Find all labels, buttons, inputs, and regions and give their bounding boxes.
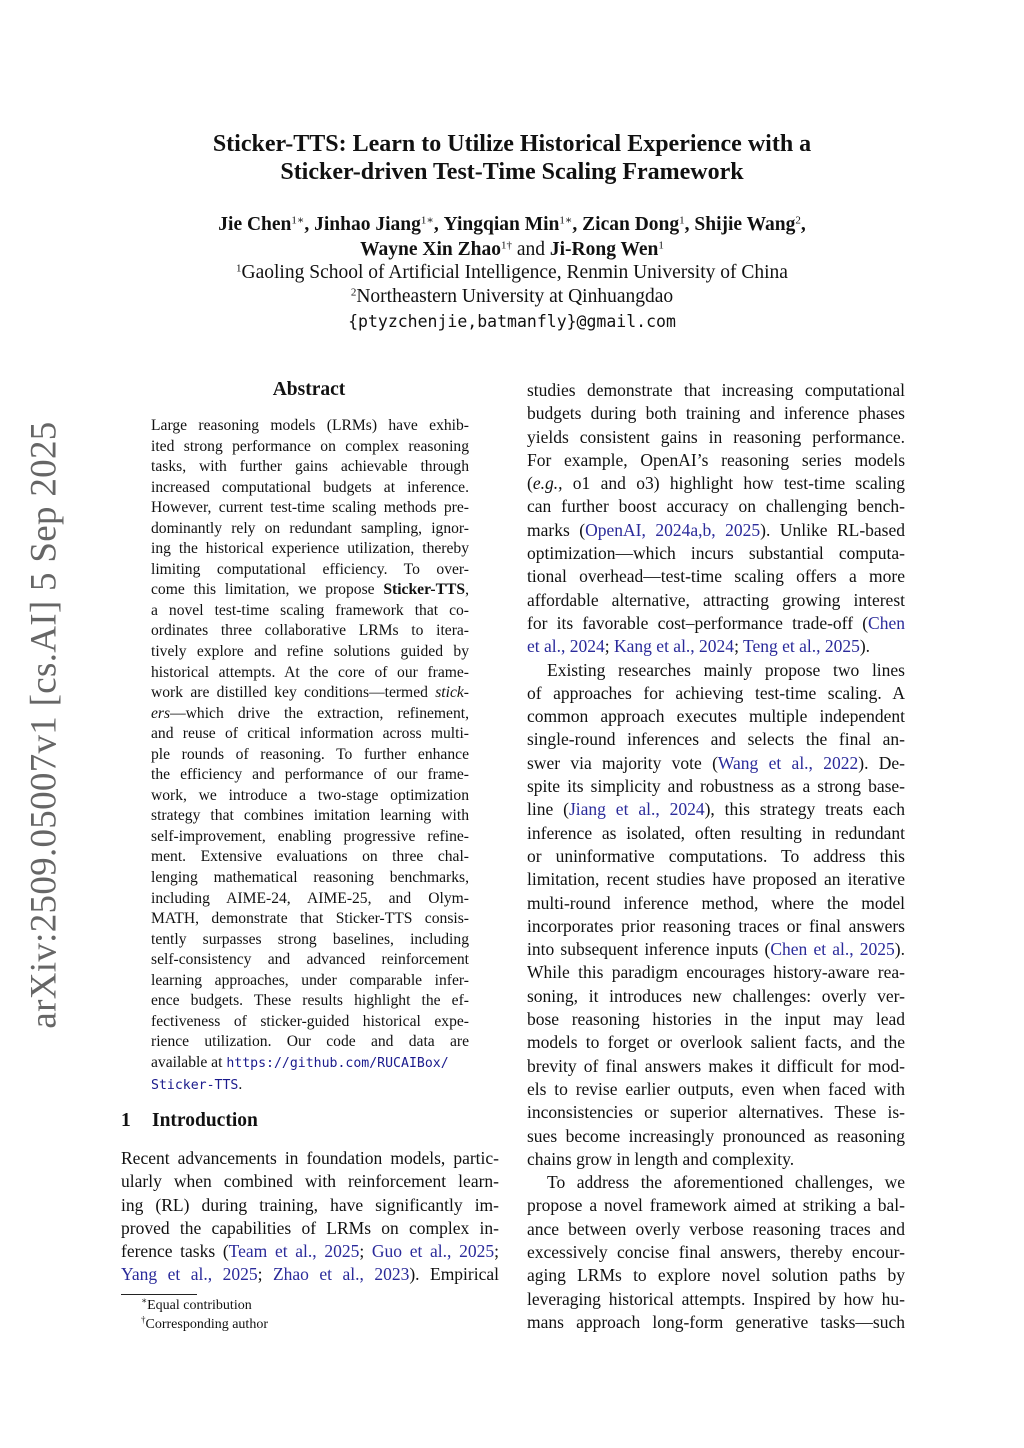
body-fragment: ; — [604, 636, 615, 657]
body-line: aging LRMs to explore novel solution paths by — [527, 1265, 905, 1286]
abstract-line: self-consistency and advanced reinforcement — [151, 951, 469, 969]
body-line — [527, 938, 905, 961]
abstract-line: strategy that combines imitation learning with — [151, 807, 469, 825]
abstract-line: rience utilization. Our code and data are — [151, 1033, 469, 1051]
footnote-equal-contribution — [141, 1297, 268, 1316]
author-name: Ji-Rong Wen — [549, 239, 659, 260]
body-line: can further boost accuracy on challenging bench- — [527, 496, 905, 517]
section-number: 1 — [121, 1110, 131, 1131]
right-column-text — [527, 379, 905, 1334]
author-separator: , — [800, 214, 806, 235]
author-mark: 2 — [795, 214, 801, 227]
citation-link[interactable]: Wang et al., 2022 — [717, 752, 859, 773]
footnotes — [141, 1297, 268, 1334]
body-line: bose reasoning histories in the input may lead — [527, 1009, 905, 1030]
emphasis-term: e.g., — [532, 473, 563, 494]
citation-link[interactable]: Chen et al., 2025 — [770, 939, 895, 960]
body-line — [527, 519, 905, 542]
body-line: limitation, recent studies have proposed an iterative — [527, 869, 905, 890]
body-fragment: ). Empirical — [409, 1264, 499, 1285]
author-separator: , — [572, 214, 578, 235]
author-mark: 1∗ — [420, 214, 434, 227]
body-line: or uninformative computations. To address this — [527, 845, 905, 866]
author-name: Jinhao Jiang — [314, 214, 421, 235]
introduction-paragraph — [121, 1147, 499, 1287]
body-fragment: ( — [527, 473, 533, 494]
body-line: spite its simplicity and robustness as a strong base- — [527, 776, 905, 797]
body-line: For example, OpenAI’s reasoning series models — [527, 449, 905, 470]
author-email: {ptyzchenjie,batmanfly}@gmail.com — [348, 312, 676, 331]
body-line: Existing researches mainly propose two lines — [547, 659, 905, 680]
arxiv-stamp — [16, 421, 72, 1029]
abstract-fragment: . — [238, 1075, 243, 1093]
abstract-line — [151, 580, 469, 601]
citation-link[interactable]: OpenAI, 2024a,b, 2025 — [585, 519, 761, 540]
body-line: mans approach long-form generative tasks—such — [527, 1311, 905, 1332]
method-name: Sticker-TTS — [383, 581, 466, 599]
abstract-line: self-improvement, enabling progressive refine- — [151, 827, 469, 845]
email-line — [100, 310, 924, 334]
author-mark: 1∗ — [291, 214, 305, 227]
body-line: budgets during both training and inference phases — [527, 403, 905, 424]
body-fragment: for its favorable cost–performance trade-off ( — [527, 612, 869, 633]
emphasis-term: ers — [151, 704, 171, 722]
body-line: optimization—which incurs substantial computa- — [527, 543, 905, 564]
abstract-line: work, we introduce a two-stage optimization — [151, 786, 469, 804]
body-line: common approach executes multiple independent — [527, 706, 905, 727]
body-line: ularly when combined with reinforcement learn- — [121, 1171, 499, 1192]
citation-link[interactable]: Zhao et al., 2023 — [272, 1264, 410, 1285]
abstract-line: and reuse of critical information across multi- — [151, 725, 469, 743]
footnote-corresponding-author — [141, 1316, 268, 1335]
abstract-fragment: come this limitation, we propose — [151, 581, 384, 599]
body-line: While this paradigm encourages history-aware rea- — [527, 962, 905, 983]
citation-link[interactable]: Chen — [868, 612, 905, 633]
abstract-line: ment. Extensive evaluations on three chal- — [151, 848, 469, 866]
body-fragment: o1 and o3) highlight how test-time scaling — [562, 473, 905, 494]
author-list — [100, 212, 924, 262]
title-line-2: Sticker-driven Test-Time Scaling Framework — [280, 159, 744, 185]
abstract-fragment: —which drive the extraction, refinement, — [170, 704, 469, 722]
abstract-line: tively explore and refine solutions guided by — [151, 643, 469, 661]
body-line: affordable alternative, attracting growing interest — [527, 589, 905, 610]
body-line: incorporates prior reasoning traces or final answers — [527, 915, 905, 936]
abstract-line: ing the historical experience utilization, thereby — [151, 540, 469, 558]
body-line: els to revise earlier outputs, even when faced with — [527, 1078, 905, 1099]
section-title: Introduction — [152, 1110, 258, 1131]
body-fragment: ; — [494, 1241, 499, 1262]
abstract-line: lenging mathematical reasoning benchmarks, — [151, 869, 469, 887]
author-name: Yingqian Min — [443, 214, 560, 235]
abstract-line — [151, 683, 469, 704]
body-line: Recent advancements in foundation models, partic- — [121, 1148, 499, 1168]
body-line: ance between overly verbose reasoning traces and — [527, 1218, 905, 1239]
body-line: inference as isolated, often resulting in redundant — [527, 822, 905, 843]
abstract-line: limiting computational efficiency. To over- — [151, 560, 469, 578]
arxiv-identifier: arXiv:2509.05007v1 [cs.AI] 5 Sep 2025 — [23, 421, 65, 1029]
author-conjunction: and — [516, 239, 545, 260]
body-line — [121, 1263, 499, 1286]
footnote-text: Corresponding author — [145, 1316, 268, 1332]
body-fragment: ; — [359, 1241, 372, 1262]
footnote-rule — [121, 1294, 197, 1295]
author-mark: 1∗ — [559, 214, 573, 227]
body-fragment: marks ( — [527, 519, 586, 540]
affiliation-1 — [100, 261, 924, 285]
body-line: soning, it introduces new challenges: overly ver- — [527, 985, 905, 1006]
abstract-body — [151, 416, 469, 1096]
body-line: leveraging historical attempts. Inspired by how hu- — [527, 1288, 905, 1309]
body-line — [121, 1240, 499, 1263]
body-line — [527, 798, 905, 821]
body-fragment: ; — [734, 636, 743, 657]
body-line: inconsistencies or superior alternatives. These is- — [527, 1102, 905, 1123]
body-line: excessively concise final answers, thereby encour- — [527, 1241, 905, 1262]
abstract-fragment: , — [465, 581, 469, 599]
affiliation-mark: 2 — [350, 286, 357, 299]
abstract-line: ple rounds of reasoning. To further enhance — [151, 745, 469, 763]
body-fragment: ). — [894, 939, 905, 960]
citation-link[interactable]: Kang et al., 2024 — [614, 636, 735, 657]
author-separator: , — [433, 214, 439, 235]
paper-title — [120, 130, 904, 186]
footnote-text: Equal contribution — [147, 1298, 252, 1313]
abstract-line: tasks, with further gains achievable through — [151, 458, 469, 476]
author-line-1 — [100, 212, 924, 237]
body-fragment: ). De- — [858, 752, 905, 773]
body-line: chains grow in length and complexity. — [527, 1148, 795, 1169]
abstract-line — [151, 1053, 469, 1075]
author-name: Wayne Xin Zhao — [360, 239, 501, 260]
abstract-line: MATH, demonstrate that Sticker-TTS consis- — [151, 910, 469, 928]
abstract-line: fectiveness of sticker-guided historical expe- — [151, 1012, 469, 1030]
body-line: ing (RL) during training, have significantly im- — [121, 1194, 499, 1215]
body-line: propose a novel framework aimed at striking a bal- — [527, 1195, 905, 1216]
abstract-heading: Abstract — [272, 379, 346, 400]
abstract-line — [151, 1075, 469, 1097]
author-name: Shijie Wang — [694, 214, 796, 235]
author-separator: , — [684, 214, 690, 235]
author-name: Jie Chen — [218, 214, 292, 235]
body-fragment: into subsequent inference inputs ( — [527, 939, 771, 960]
body-fragment: ), this strategy treats each — [704, 799, 905, 820]
citation-link[interactable]: Yang et al., 2025 — [121, 1264, 258, 1285]
body-line: of approaches for achieving test-time scaling. A — [527, 682, 905, 703]
footnote-mark: ∗ — [141, 1295, 148, 1306]
abstract-line: Large reasoning models (LRMs) have exhib- — [151, 417, 469, 434]
abstract-line: historical attempts. At the core of our frame- — [151, 663, 469, 681]
abstract-line: including AIME-24, AIME-25, and Olym- — [151, 889, 469, 907]
author-name: Zican Dong — [582, 214, 680, 235]
body-line: brevity of final answers makes it difficult for mod- — [527, 1055, 905, 1076]
abstract-line: increased computational budgets at inference. — [151, 478, 469, 496]
body-line: yields consistent gains in reasoning performance. — [527, 426, 905, 447]
abstract-fragment: available at — [151, 1053, 227, 1071]
emphasis-term: stick- — [435, 684, 469, 702]
body-line: multi-round inference method, where the model — [527, 892, 905, 913]
abstract-line: a novel test-time scaling framework that co- — [151, 601, 469, 619]
body-fragment: ference tasks ( — [121, 1241, 229, 1262]
abstract-line: the efficiency and performance of our frame- — [151, 766, 469, 784]
affiliation-2 — [100, 285, 924, 309]
author-line-2 — [100, 237, 924, 262]
body-fragment: swer via majority vote ( — [527, 752, 718, 773]
body-line: single-round inferences and selects the final an- — [527, 729, 905, 750]
abstract-fragment: work are distilled key conditions—termed — [151, 684, 436, 702]
citation-link[interactable]: Jiang et al., 2024 — [568, 799, 705, 820]
abstract-line: dominantly rely on redundant sampling, ignor- — [151, 519, 469, 537]
body-line: tional overhead—test-time scaling offers a more — [527, 566, 905, 587]
abstract-line: ited strong performance on complex reasoning — [151, 437, 469, 455]
body-line — [527, 635, 905, 658]
author-mark: 1 — [658, 239, 664, 252]
author-separator: , — [304, 214, 310, 235]
citation-link[interactable]: Teng et al., 2025 — [742, 636, 860, 657]
affiliation-text: Northeastern University at Qinhuangdao — [356, 286, 674, 307]
body-fragment: ). Unlike RL-based — [760, 519, 905, 540]
code-link[interactable]: https://github.com/RUCAIBox/ — [226, 1055, 449, 1071]
body-fragment: ). — [859, 636, 871, 657]
footnote-mark: † — [141, 1314, 146, 1325]
body-line — [527, 472, 905, 495]
abstract-line: learning approaches, under comparable infer- — [151, 971, 469, 989]
section-heading-introduction — [121, 1109, 258, 1133]
affiliation-mark: 1 — [236, 262, 242, 275]
affiliation-text: Gaoling School of Artificial Intelligence, Renmin University of China — [241, 262, 788, 283]
body-line: sues become increasingly pronounced as reasoning — [527, 1125, 905, 1146]
abstract-line: ence budgets. These results highlight the ef- — [151, 992, 469, 1010]
citation-link[interactable]: et al., 2024 — [527, 636, 605, 657]
abstract-line: However, current test-time scaling methods pre- — [151, 499, 469, 517]
body-line — [527, 752, 905, 775]
body-line: studies demonstrate that increasing computational — [527, 380, 905, 400]
body-line — [527, 612, 905, 635]
body-fragment: ; — [257, 1264, 273, 1285]
body-line: models to forget or overlook salient facts, and the — [527, 1032, 905, 1053]
title-line-1: Sticker-TTS: Learn to Utilize Historical Experience with a — [212, 131, 812, 157]
abstract-line: tently surpasses strong baselines, including — [151, 930, 469, 948]
code-link[interactable]: Sticker-TTS — [151, 1077, 239, 1093]
body-line: proved the capabilities of LRMs on complex in- — [121, 1217, 499, 1238]
citation-link[interactable]: Guo et al., 2025 — [371, 1241, 495, 1262]
abstract-line — [151, 704, 469, 725]
author-mark: 1† — [500, 239, 512, 252]
body-fragment: line ( — [527, 799, 569, 820]
body-line: To address the aforementioned challenges, we — [547, 1172, 905, 1193]
citation-link[interactable]: Team et al., 2025 — [228, 1241, 360, 1262]
author-mark: 1 — [679, 214, 685, 227]
abstract-line: ordinates three collaborative LRMs to itera- — [151, 622, 469, 640]
